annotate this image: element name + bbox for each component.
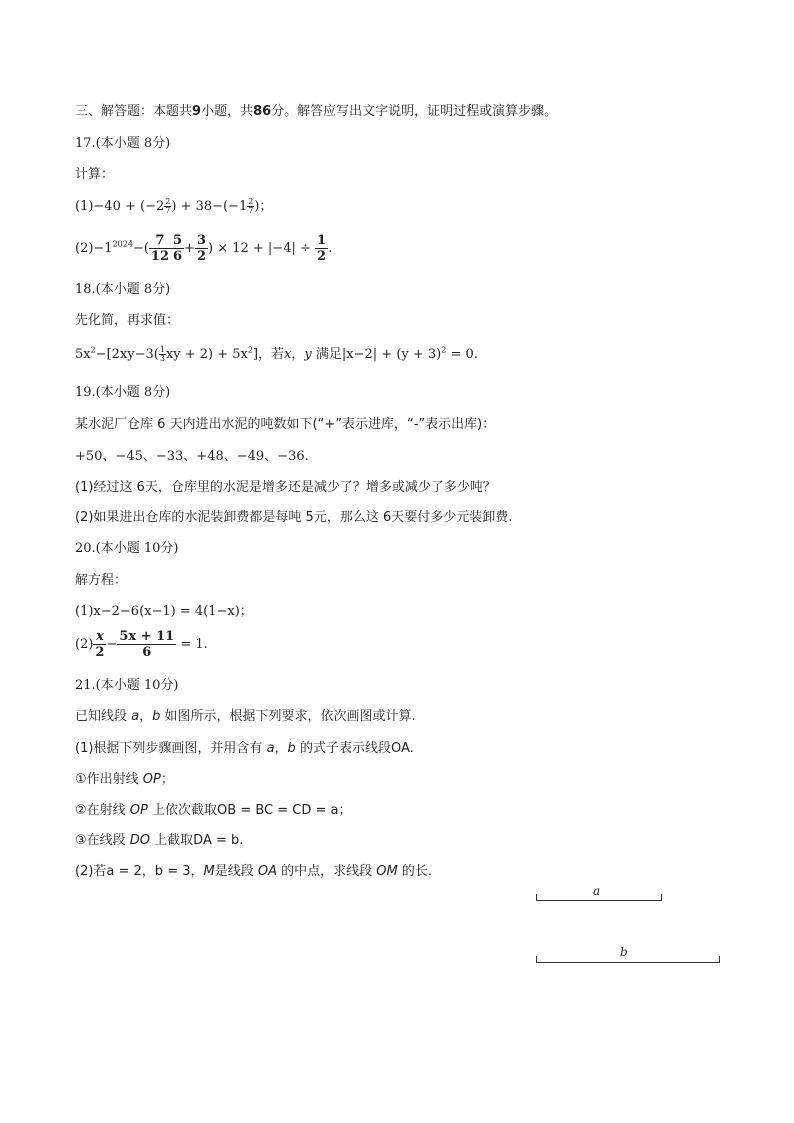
q18-instruction: 先化简，再求值： xyxy=(75,313,180,328)
segment-a-label: a xyxy=(593,884,601,898)
q20-instruction: 解方程： xyxy=(75,573,128,588)
fraction: $\frac{1}{2}$ xyxy=(317,233,327,264)
q21-intro: 已知线段 a，b 如图所示，根据下列要求，依次画图或计算. xyxy=(75,709,416,724)
q17-part1: (1)−40 + (−2 $\frac{2}{7}$ ) + 38−(−1 $\frac{2}{7}$ )； xyxy=(75,197,273,215)
q20-header: 20.(本小题 10分) xyxy=(75,541,179,556)
q21-step3: ③在线段 DO 上截取DA = b. xyxy=(75,833,244,848)
q19-part1: (1)经过这 6天，仓库里的水泥是增多还是减少了？增多或减少了多少吨？ xyxy=(75,480,496,495)
q19-part2: (2)如果进出仓库的水泥装卸费都是每吨 5元，那么这 6天要付多少元装卸费. xyxy=(75,510,513,525)
q17-instruction: 计算： xyxy=(75,167,115,182)
fraction: $\frac{2}{7}$ xyxy=(248,197,254,215)
q18-header: 18.(本小题 8分) xyxy=(75,282,171,297)
q21-step1: ①作出射线 OP； xyxy=(75,772,174,787)
q21-header: 21.(本小题 10分) xyxy=(75,678,179,693)
fraction: $\frac{x}{2}$ xyxy=(95,629,105,660)
q19-intro: 某水泥厂仓库 6 天内进出水泥的吨数如下(“+”表示进库，“-”表示出库)： xyxy=(75,417,496,432)
segment-a xyxy=(536,894,662,901)
q18-expression: $5x^2-[2xy-3$( $\frac{1}{3}$ xy + $2) + 5x^2$]，若x，y 满足$|x-2| + (y + 3)^2 = 0$. xyxy=(75,345,478,363)
section-heading: 三、解答题：本题共9小题，共86分。解答应写出文字说明，证明过程或演算步骤。 xyxy=(75,104,558,119)
q17-part2: $(2)-1^{2024}-$( $\frac{7}{12}$ $\frac{5}{6}$ + $\frac{3}{2}$ ) × 12 + |−4| ÷ $\frac{1}{2}$ . xyxy=(75,233,333,264)
q21-part2: (2)若a = 2，b = 3，M是线段 OA 的中点，求线段 OM 的长. xyxy=(75,864,432,879)
q19-header: 19.(本小题 8分) xyxy=(75,385,171,400)
fraction: $\frac{7}{12}$ xyxy=(150,233,169,264)
q19-numbers: +50、−45、−33、+48、−49、−36. xyxy=(75,449,309,464)
q20-part2: (2) $\frac{x}{2}$ − $\frac{5x + 11}{6}$ = 1. xyxy=(75,629,208,660)
segment-b xyxy=(536,956,720,963)
fraction: $\frac{3}{2}$ xyxy=(196,233,206,264)
segment-b-label: b xyxy=(620,945,628,959)
fraction: $\frac{2}{7}$ xyxy=(165,197,171,215)
q17-header: 17.(本小题 8分) xyxy=(75,136,171,151)
q20-part1: (1)x−2−6(x−1) = 4(1−x)； xyxy=(75,604,253,619)
q21-step2: ②在射线 OP 上依次截取OB = BC = CD = a； xyxy=(75,803,352,818)
fraction: $\frac{5}{6}$ xyxy=(173,233,183,264)
fraction: $\frac{1}{3}$ xyxy=(159,345,165,363)
q21-part1: (1)根据下列步骤画图，并用含有 a，b 的式子表示线段OA. xyxy=(75,741,414,756)
fraction: $\frac{5x + 11}{6}$ xyxy=(119,629,175,660)
